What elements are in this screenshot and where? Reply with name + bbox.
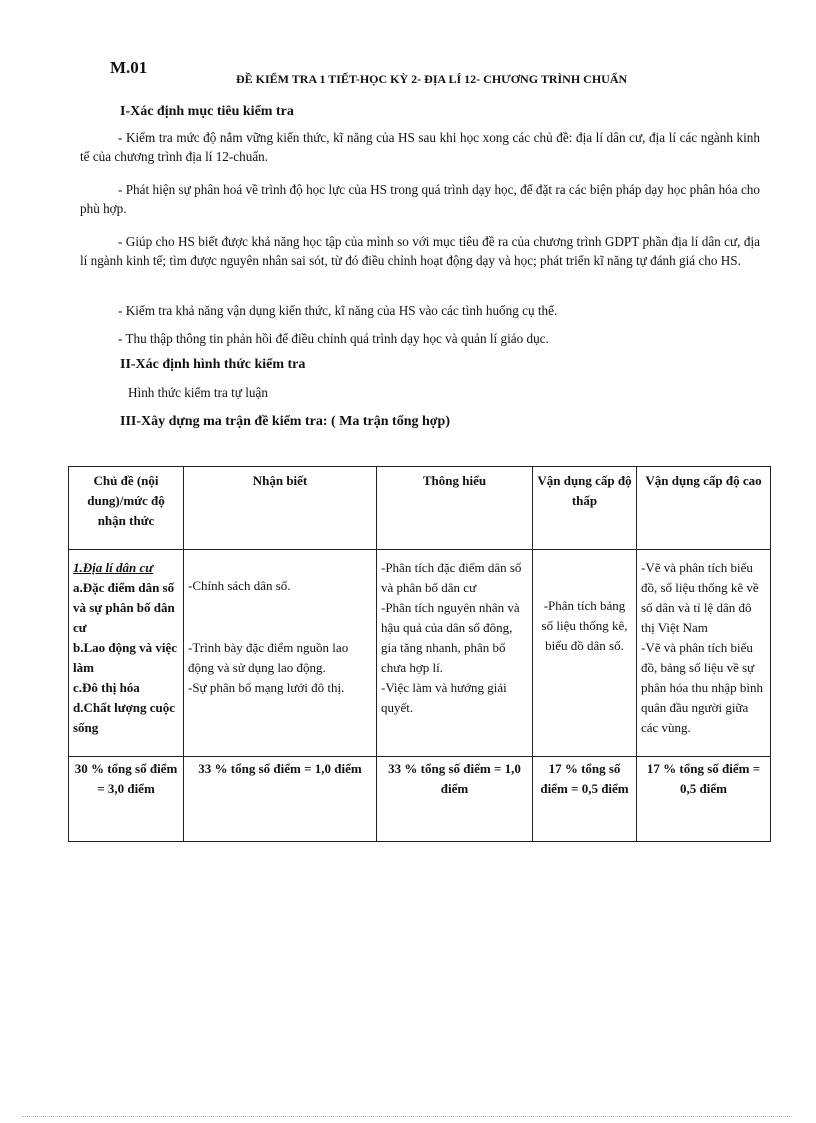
header-topic: Chủ đề (nội dung)/mức độ nhận thức (69, 467, 184, 550)
exam-form-text: Hình thức kiểm tra tự luận (128, 385, 268, 400)
section2-heading: II-Xác định hình thức kiểm tra (120, 357, 306, 372)
understand-cell (377, 550, 533, 757)
apply-high-item: -Vẽ và phân tích biểu đồ, số liệu thống kê về số dân và tỉ lệ dân đô thị Việt Nam (641, 560, 759, 635)
recognize-item: -Chính sách dân số. (188, 578, 291, 593)
objective-item: - Giúp cho HS biết được khả năng học tập của mình so với mục tiêu đề ra của chương trình GDPT phần địa lí dân cư, địa lí ngành kinh tế; tìm được nguyên nhân sai sót, từ đó điều chỉnh hoạt động dạy và học; phát triển kĩ năng tự đánh giá cho HS. (80, 234, 760, 268)
understand-item: -Phân tích đặc điểm dân số và phân bố dân cư (381, 560, 522, 595)
header-recognize: Nhận biết (184, 467, 377, 550)
topic-item: b.Lao động và việc làm (73, 640, 178, 675)
document-code: M.01 (110, 58, 148, 77)
topic-item: d.Chất lượng cuộc sống (73, 700, 176, 735)
total-apply-low: 17 % tổng số điểm = 0,5 điểm (533, 757, 637, 842)
apply-low-cell (533, 550, 637, 757)
objective-item: - Phát hiện sự phân hoá về trình độ học lực của HS trong quá trình dạy học, để đặt ra các biện pháp dạy học phân hóa cho phù hợp. (80, 182, 760, 216)
header-understand: Thông hiểu (377, 467, 533, 550)
matrix-totals-row (69, 757, 771, 842)
understand-item: -Việc làm và hướng giải quyết. (381, 680, 507, 715)
header-apply-high: Vận dụng cấp độ cao (637, 467, 771, 550)
topic-item: c.Đô thị hóa (73, 680, 140, 695)
apply-low-item: -Phân tích bảng số liệu thống kê, biểu đồ dân số. (541, 598, 628, 653)
objective-item: - Kiểm tra khả năng vận dụng kiến thức, kĩ năng của HS vào các tình huống cụ thể. (118, 303, 558, 318)
recognize-item: -Sự phân bố mạng lưới đô thị. (188, 680, 345, 695)
header-apply-low: Vận dụng cấp độ thấp (533, 467, 637, 550)
topic-title: 1.Địa lí dân cư (73, 560, 154, 575)
topic-cell (69, 550, 184, 757)
understand-item: -Phân tích nguyên nhân và hậu quả của dân số đông, gia tăng nhanh, phân bố chưa hợp lí. (381, 600, 520, 675)
page-bottom-divider (22, 1116, 792, 1117)
apply-high-cell (637, 550, 771, 757)
total-recognize: 33 % tổng số điểm = 1,0 điểm (184, 757, 377, 842)
apply-high-item: -Vẽ và phân tích biểu đồ, bảng số liệu về sự phân hóa thu nhập bình quân đầu người giữa các vùng. (641, 640, 764, 735)
matrix-table (68, 466, 771, 842)
total-apply-high: 17 % tổng số điểm = 0,5 điểm (637, 757, 771, 842)
recognize-cell (184, 550, 377, 757)
topic-item: a.Đặc điểm dân số và sự phân bố dân cư (73, 580, 175, 635)
total-topic: 30 % tổng số điểm = 3,0 điểm (69, 757, 184, 842)
objective-item: - Thu thập thông tin phản hồi để điều chỉnh quá trình dạy học và quản lí giáo dục. (118, 331, 549, 346)
recognize-item: -Trình bày đặc điểm nguồn lao động và sử dụng lao động. (188, 640, 349, 675)
matrix-content-row (69, 550, 771, 757)
objective-item: - Kiểm tra mức độ nắm vững kiến thức, kĩ năng của HS sau khi học xong các chủ đề: địa lí dân cư, địa lí các ngành kinh tế của chương trình địa lí 12-chuẩn. (80, 130, 760, 164)
section1-heading: I-Xác định mục tiêu kiểm tra (120, 104, 294, 119)
document-title: ĐỀ KIỂM TRA 1 TIẾT-HỌC KỲ 2- ĐỊA LÍ 12- CHƯƠNG TRÌNH CHUẨN (236, 72, 628, 86)
total-understand: 33 % tổng số điểm = 1,0 điểm (377, 757, 533, 842)
section3-heading: III-Xây dựng ma trận đề kiểm tra: ( Ma trận tổng hợp) (120, 414, 450, 429)
matrix-header-row (69, 467, 771, 550)
